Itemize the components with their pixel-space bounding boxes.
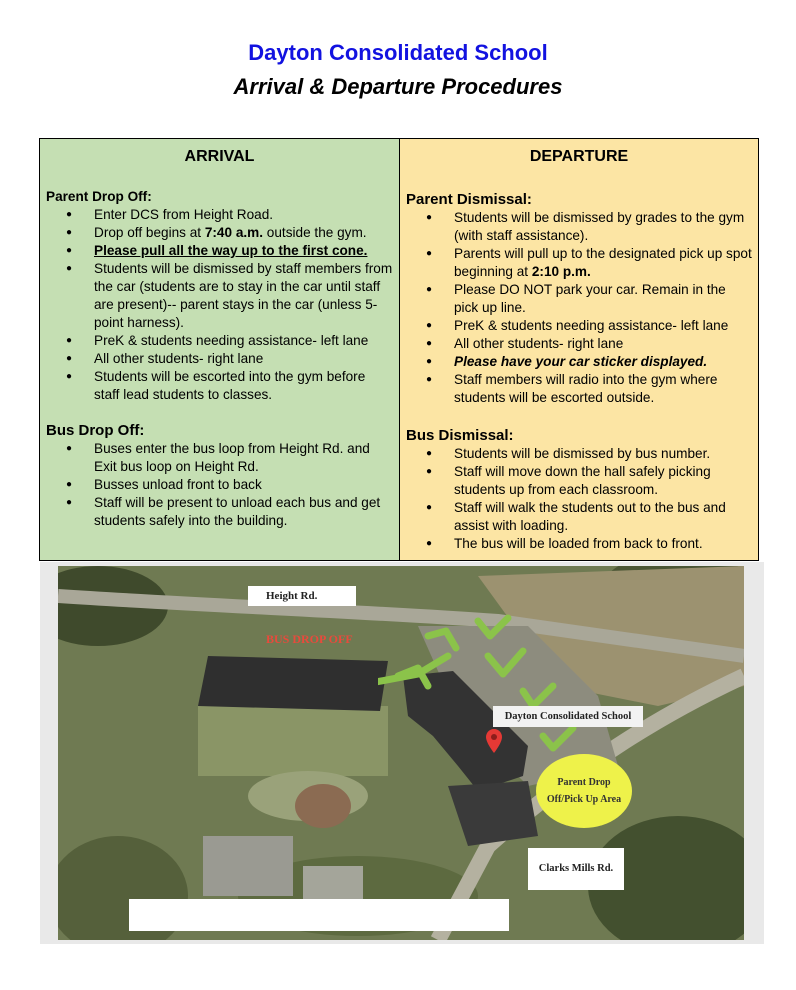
height-rd-label: Height Rd. [248,586,356,606]
bus-drop-off-list [46,440,393,530]
list-item: ● Drop off begins at 7:40 a.m. outside the gym. [46,224,393,242]
traffic-arrows [378,596,578,756]
arrow-icon [543,728,573,748]
arrival-column [40,139,400,560]
list-item: ● Students will be dismissed by grades to the gym (with staff assistance). [406,209,752,245]
list-item: ● Staff will move down the hall safely picking students up from each classroom. [406,463,752,499]
parent-drop-off-title: Parent Drop Off: [46,189,152,204]
parent-dismissal-section [406,191,752,407]
list-item: ● Staff will walk the students out to the bus and assist with loading. [406,499,752,535]
list-item: ● PreK & students needing assistance- left lane [406,317,752,335]
bus-drop-off-label: BUS DROP OFF [266,632,353,646]
list-item: ● Staff members will radio into the gym where students will be escorted outside. [406,371,752,407]
list-item: ● Buses enter the bus loop from Height Rd. and Exit bus loop on Height Rd. [46,440,393,476]
list-item: ● All other students- right lane [406,335,752,353]
bus-dismissal-list [406,445,752,553]
map-pin-icon [486,729,502,753]
parent-dismissal-title: Parent Dismissal: [406,191,532,208]
list-item: ● Busses unload front to back [46,476,393,494]
list-item: ● Please DO NOT park your car. Remain in the pick up line. [406,281,752,317]
arrow-icon [428,631,456,648]
parent-pickup-area [536,754,632,828]
list-item: ● Please have your car sticker displayed. [406,353,752,371]
bus-dismissal-section [406,427,752,553]
departure-column [400,139,758,560]
list-item: ● Enter DCS from Height Road. [46,206,393,224]
parent-dismissal-list [406,209,752,407]
list-item: ● Students will be dismissed by staff members from the car (students are to stay in the car until staff are present)-- parent stays in the car (unless 5-point harness). [46,260,393,332]
arrow-icon [488,651,523,674]
school-map-label: Dayton Consolidated School [493,706,643,727]
list-item: ● All other students- right lane [46,350,393,368]
arrival-heading: ARRIVAL [184,148,255,165]
parent-drop-off-section [46,188,393,404]
parent-area-label-line1: Parent Drop [557,777,611,788]
bus-drop-off-title: Bus Drop Off: [46,422,145,439]
list-item: ● PreK & students needing assistance- left lane [46,332,393,350]
list-item: ● Parents will pull up to the designated pick up spot beginning at 2:10 p.m. [406,245,752,281]
aerial-image [58,566,744,940]
list-item: ● Staff will be present to unload each bus and get students safely into the building. [46,494,393,530]
departure-heading: DEPARTURE [529,148,629,165]
bus-dismissal-title: Bus Dismissal: [406,427,514,444]
blank-caption-box [129,899,509,931]
list-item: ● Students will be dismissed by bus number. [406,445,752,463]
arrow-icon [523,686,553,706]
school-title: Dayton Consolidated School [248,40,548,65]
list-item: ● Please pull all the way up to the first cone. [46,242,393,260]
clarks-mills-label: Clarks Mills Rd. [528,848,624,890]
bus-drop-off-section [46,422,393,530]
list-item: ● Students will be escorted into the gym before staff lead students to classes. [46,368,393,404]
page-subtitle: Arrival & Departure Procedures [233,74,563,99]
list-item: ● The bus will be loaded from back to front. [406,535,752,553]
parent-area-label-line2: Off/Pick Up Area [546,794,622,805]
procedures-table [39,138,759,561]
campus-map [40,562,764,944]
parent-drop-off-list [46,206,393,404]
arrow-icon [478,618,508,636]
